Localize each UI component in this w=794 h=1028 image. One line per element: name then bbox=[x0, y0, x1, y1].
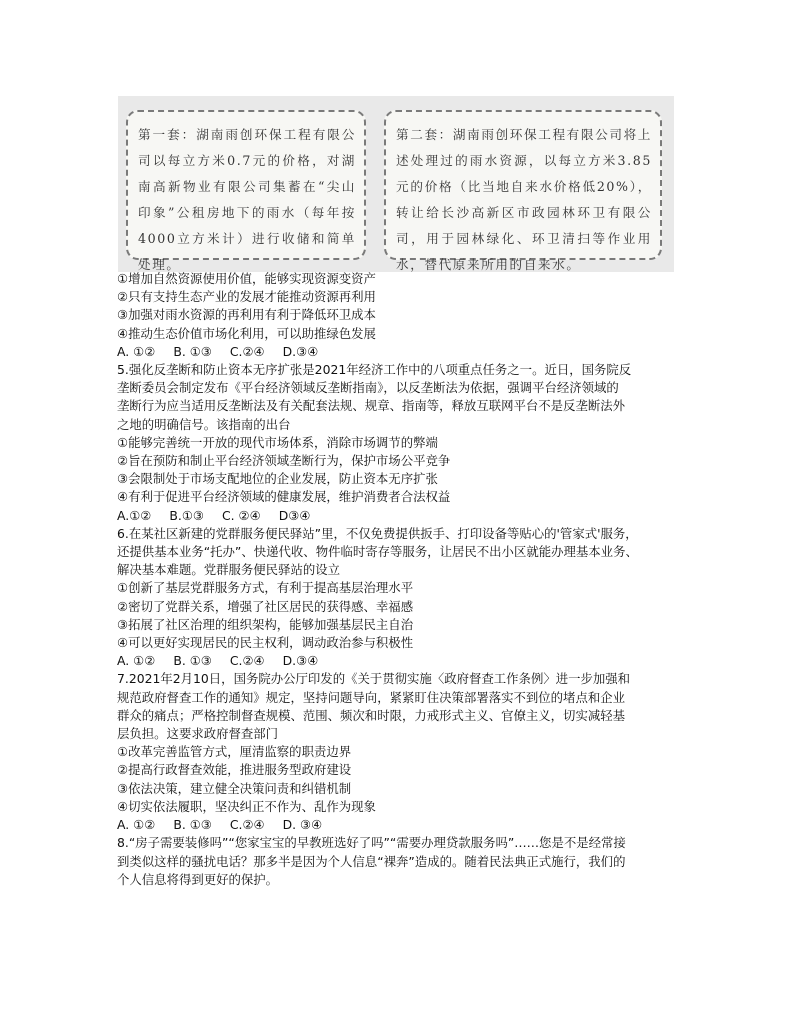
q5-option-b: B.①③ bbox=[169, 507, 205, 523]
q4-item-3: ③加强对雨水资源的再利用有利于降低环卫成本 bbox=[117, 307, 376, 323]
q7-option-c: C.②④ bbox=[229, 817, 265, 833]
q6-stem-line-1: 6.在某社区新建的党群服务便民驿站”里，不仅免费提供扳手、打印设备等贴心的'管家式'服务， bbox=[117, 525, 638, 541]
q5-stem-line-2: 垄断委员会制定发布《平台经济领域反垄断指南》，以反垄断法为依据，强调平台经济领域的 bbox=[117, 380, 619, 396]
q4-option-c: C.②④ bbox=[229, 343, 265, 359]
q6-item-3: ③拓展了社区治理的组织架构，能够加强基层民主自治 bbox=[117, 616, 414, 632]
question-text bbox=[117, 270, 677, 889]
q4-option-b: B. ①③ bbox=[173, 343, 212, 359]
q5-option-a: A.①② bbox=[117, 507, 152, 523]
q6-option-b: B. ①③ bbox=[173, 653, 212, 669]
q7-item-2: ②提高行政督查效能，推进服务型政府建设 bbox=[117, 762, 352, 778]
q7-item-3: ③依法决策，建立健全决策问责和纠错机制 bbox=[117, 780, 352, 796]
q4-item-2: ②只有支持生态产业的发展才能推动资源再利用 bbox=[117, 289, 376, 305]
q5-stem-line-3: 垄断行为应当适用反垄断法及有关配套法规、规章、指南等，释放互联网平台不是反垄断法外 bbox=[117, 398, 626, 414]
q4-item-4: ④推动生态价值市场化利用，可以助推绿色发展 bbox=[117, 325, 376, 341]
q8-stem-line-3: 个人信息将得到更好的保护。 bbox=[117, 871, 279, 887]
q8-stem-line-2: 到类似这样的骚扰电话？那多半是因为个人信息“裸奔”造成的。随着民法典正式施行，我们的 bbox=[117, 853, 626, 869]
q7-stem-line-3: 群众的痛点；严格控制督查规模、范围、频次和时限，力戒形式主义、官僚主义，切实减轻基 bbox=[117, 707, 626, 723]
q4-option-d: D.③④ bbox=[282, 343, 319, 359]
q5-stem-line-1: 5.强化反垄断和防止资本无序扩张是2021年经济工作中的八项重点任务之一。近日，国务院反 bbox=[117, 362, 632, 378]
q6-option-a: A. ①② bbox=[117, 653, 156, 669]
q8-stem-line-1: 8.“房子需要装修吗”“您家宝宝的早教班选好了吗”“需要办理贷款服务吗”……您是不是经常接 bbox=[117, 835, 626, 851]
q7-item-1: ①改革完善监管方式，厘清监察的职责边界 bbox=[117, 744, 352, 760]
q5-item-4: ④有利于促进平台经济领域的健康发展，维护消费者合法权益 bbox=[117, 489, 451, 505]
scenario-figure bbox=[118, 96, 674, 272]
q5-answer-options bbox=[117, 507, 677, 525]
q7-answer-options bbox=[117, 816, 677, 834]
q7-item-4: ④切实依法履职，坚决纠正不作为、乱作为现象 bbox=[117, 798, 376, 814]
q4-item-1: ①增加自然资源使用价值，能够实现资源变资产 bbox=[117, 271, 376, 286]
q6-option-c: C.②④ bbox=[229, 653, 265, 669]
q5-item-2: ②旨在预防和制止平台经济领域垄断行为，保护市场公平竞争 bbox=[117, 453, 451, 469]
q5-item-3: ③会限制处于市场支配地位的企业发展，防止资本无序扩张 bbox=[117, 471, 438, 487]
q6-stem-line-3: 解决基本难题。党群服务便民驿站的设立 bbox=[117, 562, 341, 578]
q5-option-d: D③④ bbox=[278, 507, 311, 523]
q7-option-a: A. ①② bbox=[117, 817, 156, 833]
q7-option-d: D. ③④ bbox=[282, 817, 323, 833]
scenario-box-first: 第一套：湖南雨创环保工程有限公司以每立方米0.7元的价格，对湖南高新物业有限公司集蓄在“尖山印象”公租房地下的雨水（每年按4000立方米计）进行收储和简单处理。 bbox=[126, 110, 366, 260]
q7-option-b: B. ①③ bbox=[173, 817, 212, 833]
scenario-box-second: 第二套：湖南雨创环保工程有限公司将上述处理过的雨水资源，以每立方米3.85元的价格（比当地自来水价格低20%），转让给长沙高新区市政园林环卫有限公司，用于园林绿化、环卫清扫等作业用水，替代原来所用的自来水。 bbox=[384, 110, 662, 260]
q5-item-1: ①能够完善统一开放的现代市场体系，消除市场调节的弊端 bbox=[117, 434, 438, 450]
q6-stem-line-2: 还提供基本业务“托办”、快递代收、物件临时寄存等服务，让居民不出小区就能办理基本业务、 bbox=[117, 544, 638, 560]
q6-option-d: D.③④ bbox=[282, 653, 319, 669]
q4-option-a: A. ①② bbox=[117, 343, 156, 359]
q7-stem-line-4: 层负担。这要求政府督查部门 bbox=[117, 726, 279, 742]
q7-stem-line-2: 规范政府督查工作的通知》规定，坚持问题导向，紧紧盯住决策部署落实不到位的堵点和企业 bbox=[117, 689, 626, 705]
q5-stem-line-4: 之地的明确信号。该指南的出台 bbox=[117, 416, 291, 432]
q4-answer-options bbox=[117, 343, 677, 361]
q6-item-2: ②密切了党群关系，增强了社区居民的获得感、幸福感 bbox=[117, 598, 414, 614]
q7-stem-line-1: 7.2021年2月10日，国务院办公厅印发的《关于贯彻实施〈政府督查工作条例〉进一步加强和 bbox=[117, 671, 631, 687]
q6-item-1: ①创新了基层党群服务方式，有利于提高基层治理水平 bbox=[117, 580, 414, 596]
q6-item-4: ④可以更好实现居民的民主权利，调动政治参与积极性 bbox=[117, 635, 414, 651]
q5-option-c: C. ②④ bbox=[221, 507, 261, 523]
q6-answer-options bbox=[117, 652, 677, 670]
